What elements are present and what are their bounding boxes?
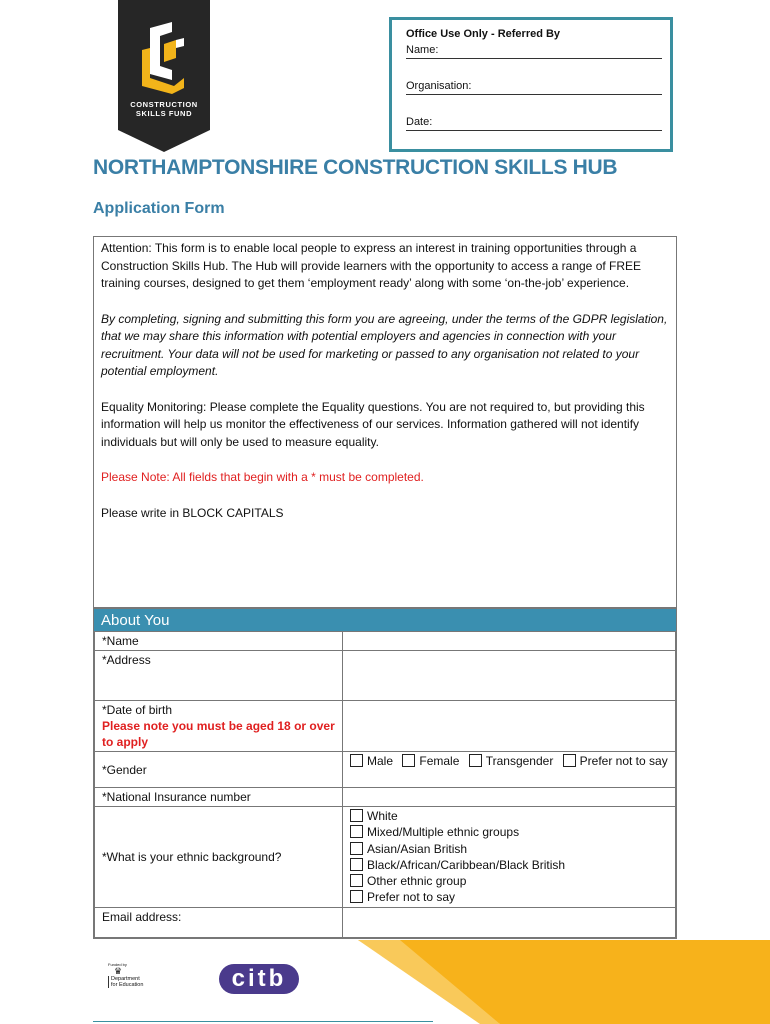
office-use-box [389,17,673,152]
gender-transgender-label: Transgender [485,754,554,768]
block-capitals-note: Please write in BLOCK CAPITALS [101,505,284,520]
ethnic-black-checkbox[interactable] [350,858,363,871]
ethnic-option-label: Prefer not to say [367,890,456,905]
ethnic-option [350,841,668,857]
gender-label: *Gender [95,752,343,788]
gender-female-checkbox[interactable] [402,754,415,767]
citb-text: citb [231,965,287,992]
name-input[interactable] [343,632,676,651]
dfe-text [108,976,144,988]
address-input[interactable] [343,651,676,701]
dfe-line2: for Education [111,982,144,988]
dfe-logo [108,962,144,1002]
name-label: *Name [95,632,343,651]
ethnic-option-label: Other ethnic group [367,874,467,889]
info-box [93,236,677,608]
ethnic-option-label: White [367,809,398,823]
about-you-header: About You [94,609,676,631]
office-use-title: Office Use Only - Referred By [406,28,561,40]
office-name-field[interactable] [406,44,662,59]
email-input[interactable] [343,907,676,937]
ethnic-option [350,889,668,905]
logo-text-line1: CONSTRUCTION [130,100,198,109]
dob-label-cell [95,701,343,752]
ethnic-option [350,808,668,824]
table-row [95,651,676,701]
ethnic-prefer-not-checkbox[interactable] [350,890,363,903]
gender-transgender-checkbox[interactable] [469,754,482,767]
gender-male-checkbox[interactable] [350,754,363,767]
logo-banner-shape [118,0,210,152]
footer-accent-shape [340,940,770,1024]
page-title: NORTHAMPTONSHIRE CONSTRUCTION SKILLS HUB [93,156,618,179]
office-name-label: Name: [406,44,439,56]
table-row [95,632,676,651]
form-subtitle: Application Form [93,200,225,217]
ethnic-other-checkbox[interactable] [350,874,363,887]
dfe-line1: Department [111,976,140,982]
ethnic-white-checkbox[interactable] [350,809,363,822]
office-organisation-field[interactable] [406,80,662,95]
required-note: Please Note: All fields that begin with a * must be completed. [101,470,424,484]
gender-options [343,752,676,788]
ethnic-asian-checkbox[interactable] [350,842,363,855]
ethnic-option [350,824,668,840]
email-label: Email address: [95,907,343,937]
table-row [95,701,676,752]
ni-input[interactable] [343,788,676,807]
logo-text-line2: SKILLS FUND [135,109,193,118]
gender-female-label: Female [419,754,460,768]
ethnic-option [350,857,668,873]
ethnic-mixed-checkbox[interactable] [350,825,363,838]
about-you-section [93,608,677,939]
construction-skills-fund-logo [118,0,210,152]
ethnic-label: *What is your ethnic background? [95,807,343,908]
office-date-field[interactable] [406,116,662,131]
table-row [95,907,676,937]
citb-logo [218,962,300,996]
table-row [95,752,676,788]
ni-label: *National Insurance number [95,788,343,807]
ethnic-options [343,807,676,908]
ethnic-option-label: Asian/Asian British [367,841,468,856]
equality-paragraph: Equality Monitoring: Please complete the Equality questions. You are not required to, but providing this information will help us monitor the effectiveness of our services. Information gathered will not identify individuals but will only be used to measure equality. [101,399,645,449]
dob-input[interactable] [343,701,676,752]
ethnic-option [350,873,668,889]
ethnic-option-label: Black/African/Caribbean/Black British [367,857,566,872]
address-label: *Address [95,651,343,701]
about-you-table [94,631,676,938]
dob-label: *Date of birth [102,703,173,717]
gender-prefer-not-checkbox[interactable] [563,754,576,767]
office-date-label: Date: [406,116,433,128]
footer-divider [93,1021,433,1022]
dfe-funded-by: Funded by [108,962,127,967]
table-row [95,807,676,908]
attention-paragraph: Attention: This form is to enable local people to express an interest in training opportunities through a Construction Skills Hub. The Hub will provide learners with the opportunity to access a range of FREE training courses, designed to get them ‘employment ready’ along with some ‘on-the-job’ experience. [101,241,642,290]
ethnic-option-label: Mixed/Multiple ethnic groups [367,825,520,840]
dob-age-note: Please note you must be aged 18 or over to apply [102,719,335,749]
table-row [95,788,676,807]
gender-male-label: Male [367,754,394,768]
gdpr-paragraph: By completing, signing and submitting this form you are agreeing, under the terms of the GDPR legislation, that we may share this information with potential employers and agencies in connection with your recruitment. Your data will not be used for marketing or passed to any organisation not related to your potential employment. [101,311,668,378]
gender-prefer-not-label: Prefer not to say [579,754,668,768]
crest-icon: ♛ [114,966,123,976]
office-organisation-label: Organisation: [406,80,472,92]
